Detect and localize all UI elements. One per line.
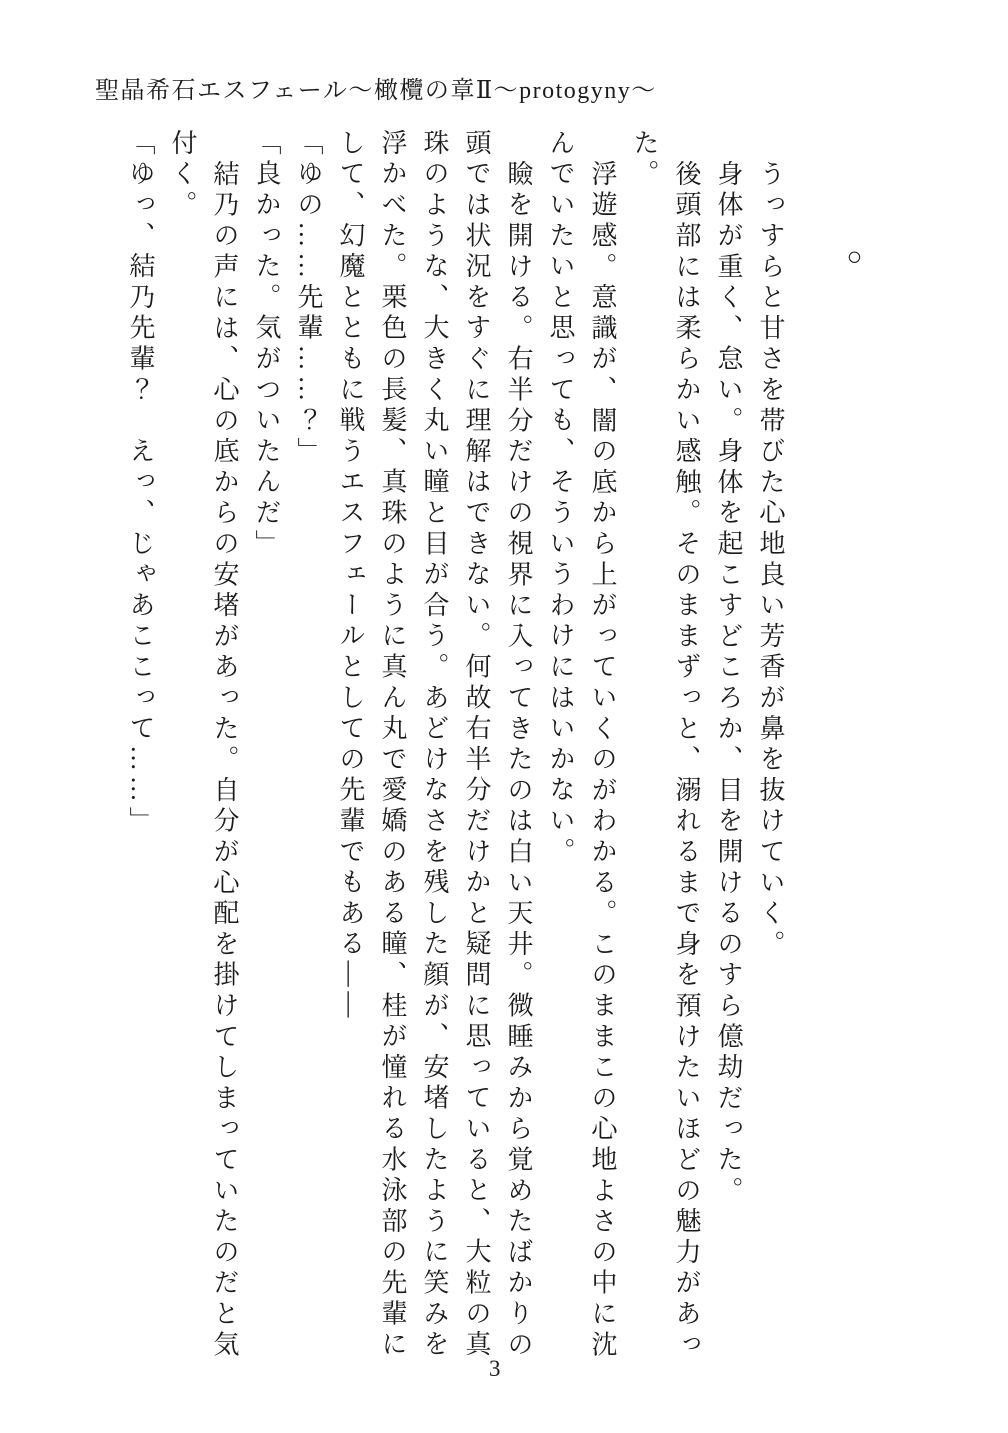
scene-break-circle: ○ [840, 242, 869, 276]
narration-paragraph: 結乃の声には、心の底からの安堵があった。自分が心配を掛けてしまっていたのだと気付く。 [168, 129, 239, 1362]
dialogue-line: 「ゆの……先輩……？」 [294, 129, 323, 468]
narration-paragraph: 浮遊感。意識が、闇の底から上がっていくのがわかる。このままこの心地よさの中に沈んでいたいと思っても、そういうわけにはいかない。 [546, 129, 617, 1362]
narration-paragraph: うっすらと甘さを帯びた心地良い芳香が鼻を抜けていく。 [756, 160, 785, 961]
dialogue-line: 「良かった。気がついたんだ」 [252, 129, 281, 561]
narration-paragraph: 瞼を開ける。右半分だけの視界に入ってきたのは白い天井。微睡みから覚めたばかりの頭では状況をすぐに理解はできない。何故右半分だけかと疑問に思っていると、大粒の真珠のような、大きく丸い瞳と目が合う。あどけなさを残した顔が、安堵したように笑みを浮かべた。栗色の長髪、真珠のように真ん丸で愛嬌のある瞳、桂が憧れる水泳部の先輩にして、幻魔とともに戦うエスフェールとしての先輩でもある―― [336, 129, 533, 1362]
chapter-header-title: 聖晶希石エスフェール～橄欖の章Ⅱ～protogyny～ [95, 78, 657, 104]
narration-paragraph: 身体が重く、怠い。身体を起こすどころか、目を開けるのすら億劫だった。 [714, 160, 743, 1208]
page-number: 3 [489, 1356, 501, 1381]
narration-paragraph: 後頭部には柔らかい感触。そのままずっと、溺れるまで身を預けたいほどの魅力があった。 [630, 129, 701, 1362]
vertical-text-block [119, 129, 875, 1364]
dialogue-line: 「ゆっ、結乃先輩？ えっ、じゃあここって……」 [126, 129, 155, 838]
